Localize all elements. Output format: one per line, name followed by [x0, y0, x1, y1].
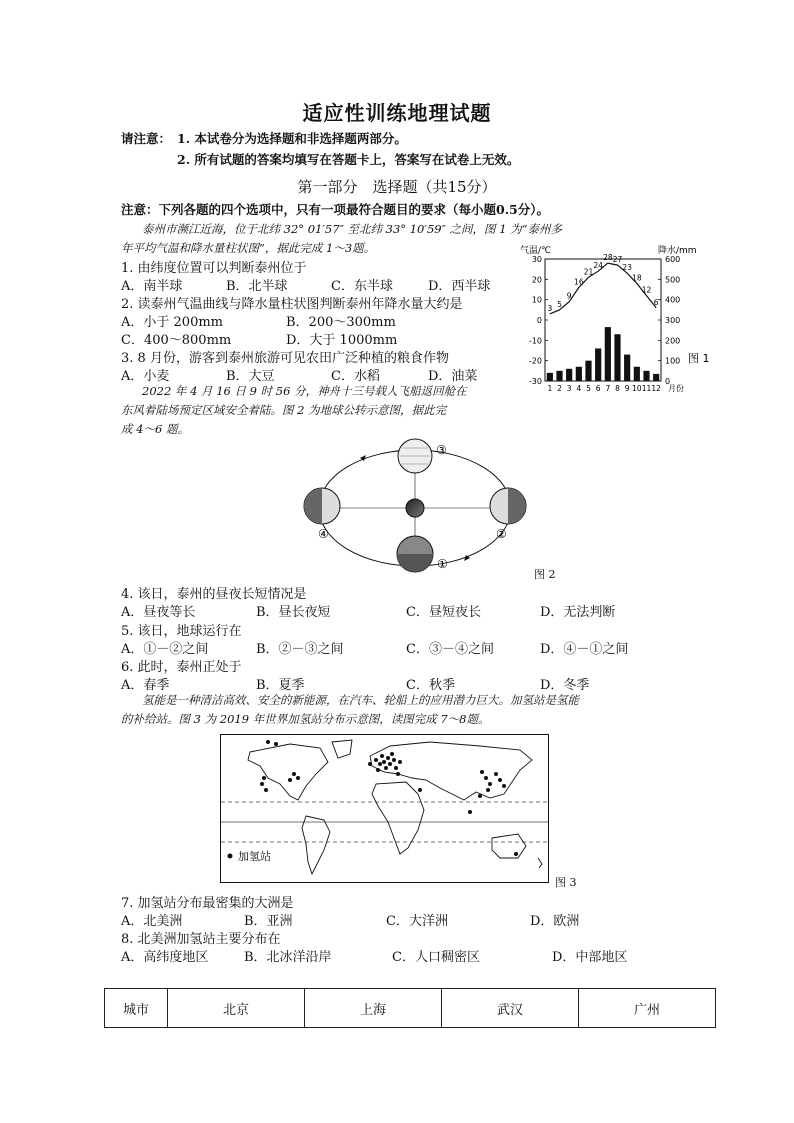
q7-option-c: C．大洋洲 — [386, 914, 448, 929]
question-2: 2. 读泰州气温曲线与降水量柱状图判断泰州年降水量大约是 — [121, 297, 463, 312]
question-7: 7. 加氢站分布最密集的大洲是 — [121, 896, 294, 911]
table-header-cell: 上海 — [305, 989, 442, 1028]
fig1-temperature-labels — [547, 253, 658, 313]
fig1-month-label: 10 — [632, 384, 642, 393]
q5-option-b: B．②－③之间 — [256, 642, 344, 657]
fig1-bar — [576, 367, 582, 381]
sun-icon — [406, 499, 424, 517]
table-header-cell: 城市 — [105, 989, 168, 1028]
intro2-line-2: 东风着陆场预定区域安全着陆。图 2 为地球公转示意图，据此完 — [121, 403, 447, 417]
q2-option-b: B．200～300mm — [286, 315, 396, 330]
fig1-right-tick-label: 100 — [665, 356, 681, 366]
fig1-right-axis-label: 降水/mm — [658, 246, 697, 256]
question-6: 6. 此时，泰州正处于 — [121, 660, 242, 675]
q3-option-b: B．大豆 — [226, 369, 275, 384]
part1-heading: 第一部分 选择题（共15分） — [297, 178, 497, 196]
fig1-month-label: 1 — [547, 384, 553, 393]
fig1-temperature-label: 6 — [653, 297, 659, 307]
q2-option-a: A．小于 200mm — [121, 315, 223, 330]
fig1-right-tick-label: 300 — [665, 316, 681, 325]
fig1-right-tick-label: 0 — [665, 377, 671, 386]
fig1-temperature-label: 9 — [566, 291, 572, 301]
notice-line-1: 1. 本试卷分为选择题和非选择题两部分。 — [177, 131, 407, 146]
fig1-temperature-label: 16 — [574, 277, 584, 287]
table-header-cell: 武汉 — [442, 989, 579, 1028]
fig1-plot-frame — [545, 259, 661, 381]
fig1-bar — [614, 334, 620, 381]
fig1-left-tick-label: 20 — [531, 275, 542, 285]
fig1-month-label: 5 — [586, 384, 591, 393]
fig1-temperature-label: 23 — [622, 263, 632, 273]
fig1-bar — [585, 361, 591, 381]
notice-line-2: 2. 所有试题的答案均填写在答题卡上，答案写在试卷上无效。 — [177, 152, 520, 167]
fig1-month-label: 12 — [651, 384, 661, 393]
q3-option-c: C．水稻 — [331, 369, 380, 384]
fig1-left-axis-label: 气温/℃ — [520, 246, 552, 256]
fig1-month-label: 8 — [615, 384, 620, 393]
q6-option-b: B．夏季 — [256, 678, 305, 693]
intro2-line-3: 成 4～6 题。 — [121, 422, 189, 436]
fig1-bar — [643, 371, 649, 381]
figure-3-world-map — [220, 734, 550, 884]
q1-option-c: C．东半球 — [331, 279, 393, 294]
fig1-x-unit: 月份 — [668, 384, 684, 393]
fig1-temperature-label: 21 — [583, 267, 594, 277]
q4-option-d: D．无法判断 — [540, 605, 616, 620]
q8-option-b: B．北冰洋沿岸 — [244, 950, 332, 965]
fig1-right-tick-label: 400 — [665, 295, 681, 305]
table-header-cell: 北京 — [168, 989, 305, 1028]
table-row — [105, 989, 716, 1028]
fig1-temperature-label: 28 — [603, 253, 613, 263]
earth-shadow — [508, 488, 526, 524]
fig1-temperature-line — [550, 263, 656, 314]
fig1-month-label: 9 — [624, 384, 630, 393]
intro1-line-2: 年平均气温和降水量柱状图”，据此完成 1～3题。 — [121, 241, 376, 255]
q4-option-a: A．昼夜等长 — [121, 605, 196, 620]
fig1-left-tick-label: -30 — [528, 377, 542, 386]
notice-label: 请注意： — [121, 131, 172, 146]
fig1-bar — [556, 371, 562, 381]
question-3: 3. 8 月份，游客到泰州旅游可见农田广泛种植的粮食作物 — [121, 351, 449, 366]
fig1-left-tick-label: -20 — [528, 356, 542, 366]
fig1-temperature-label: 27 — [612, 255, 623, 265]
fig1-left-tick-label: 30 — [531, 255, 542, 264]
fig1-precipitation-bars — [547, 327, 660, 381]
q5-option-c: C．③－④之间 — [406, 642, 494, 657]
page-title: 适应性训练地理试题 — [302, 101, 492, 125]
fig1-left-tick-label: 0 — [536, 316, 542, 325]
part1-note: 注意：下列各题的四个选项中，只有一项最符合题目的要求（每小题0.5分）。 — [121, 202, 549, 217]
fig1-month-label: 6 — [595, 384, 601, 393]
intro1-line-1: 泰州市濒江近海，位于北纬 32° 01′57″ 至北纬 33° 10′59″ 之间，图 1 为“泰州多 — [142, 222, 563, 236]
fig1-temperature-label: 24 — [593, 261, 603, 271]
fig1-right-tick-label: 200 — [665, 336, 681, 346]
fig1-left-tick-label: 10 — [531, 295, 542, 305]
fig1-label: 图 1 — [688, 352, 710, 365]
question-1: 1. 由纬度位置可以判断泰州位于 — [121, 261, 307, 276]
intro3-line-2: 的补给站。图 3 为 2019 年世界加氢站分布示意图，读图完成 7～8题。 — [121, 712, 490, 726]
q1-option-b: B．北半球 — [226, 279, 288, 294]
fig1-month-label: 4 — [576, 384, 582, 393]
q7-option-b: B．亚洲 — [244, 914, 293, 929]
fig1-month-label: 7 — [605, 384, 611, 393]
fig1-right-tick-label: 600 — [665, 255, 681, 264]
q2-option-d: D．大于 1000mm — [286, 333, 398, 348]
intro2-line-1: 2022 年 4 月 16 日 9 时 56 分，神舟十三号载人飞船返回舱在 — [142, 384, 467, 398]
q8-option-a: A．高纬度地区 — [121, 950, 209, 965]
table-header-cell: 广州 — [579, 989, 716, 1028]
q7-option-a: A．北美洲 — [121, 914, 183, 929]
q1-option-d: D．西半球 — [428, 279, 491, 294]
fig2-label: 图 2 — [534, 568, 556, 581]
fig1-temperature-label: 18 — [632, 273, 642, 283]
earth-shadow — [397, 554, 433, 572]
legend-dot-icon — [228, 854, 233, 859]
q2-option-c: C．400～800mm — [121, 333, 232, 348]
fig1-bar — [547, 373, 553, 381]
q3-option-d: D．油菜 — [428, 369, 478, 384]
q1-option-a: A．南半球 — [121, 279, 183, 294]
question-5: 5. 该日，地球运行在 — [121, 624, 242, 639]
question-4: 4. 该日，泰州的昼夜长短情况是 — [121, 587, 307, 602]
earth-shadow — [304, 488, 322, 524]
intro3-line-1: 氢能是一种清洁高效、安全的新能源，在汽车、轮船上的应用潜力巨大。加氢站是氢能 — [142, 693, 579, 707]
marker-1: ① — [437, 557, 448, 571]
marker-2: ② — [496, 527, 507, 541]
fig1-month-label: 3 — [566, 384, 572, 393]
q6-option-a: A．春季 — [121, 678, 170, 693]
question-8: 8. 北美洲加氢站主要分布在 — [121, 932, 281, 947]
fig1-right-tick-label: 500 — [665, 275, 681, 285]
fig1-bar — [605, 327, 611, 381]
fig1-bar — [634, 367, 640, 381]
figure-2-revolution-diagram — [300, 434, 540, 582]
fig1-month-labels — [547, 384, 661, 393]
q5-option-d: D．④－①之间 — [540, 642, 629, 657]
fig1-temperature-label: 5 — [557, 299, 562, 309]
fig3-label: 图 3 — [555, 876, 577, 889]
q8-option-c: C．人口稠密区 — [392, 950, 480, 965]
fig1-bar — [595, 348, 601, 381]
q3-option-a: A．小麦 — [121, 369, 170, 384]
marker-4: ④ — [318, 527, 329, 541]
fig1-month-label: 2 — [557, 384, 562, 393]
fig1-bar — [566, 369, 572, 381]
legend-label: 加氢站 — [238, 850, 271, 863]
q6-option-c: C．秋季 — [406, 678, 455, 693]
q6-option-d: D．冬季 — [540, 678, 590, 693]
q4-option-b: B．昼长夜短 — [256, 605, 331, 620]
fig1-bar — [624, 355, 630, 381]
city-table — [104, 988, 716, 1028]
q7-option-d: D．欧洲 — [530, 914, 580, 929]
q4-option-c: C．昼短夜长 — [406, 605, 481, 620]
fig1-bar — [653, 374, 659, 381]
fig1-temperature-label: 12 — [641, 285, 652, 295]
q8-option-d: D．中部地区 — [552, 950, 628, 965]
fig1-temperature-label: 3 — [547, 303, 553, 313]
fig1-month-label: 11 — [641, 384, 652, 393]
fig1-left-tick-label: -10 — [528, 336, 542, 346]
marker-3: ③ — [436, 443, 447, 457]
q5-option-a: A．①－②之间 — [121, 642, 209, 657]
figure-1-climate-chart — [518, 242, 724, 400]
